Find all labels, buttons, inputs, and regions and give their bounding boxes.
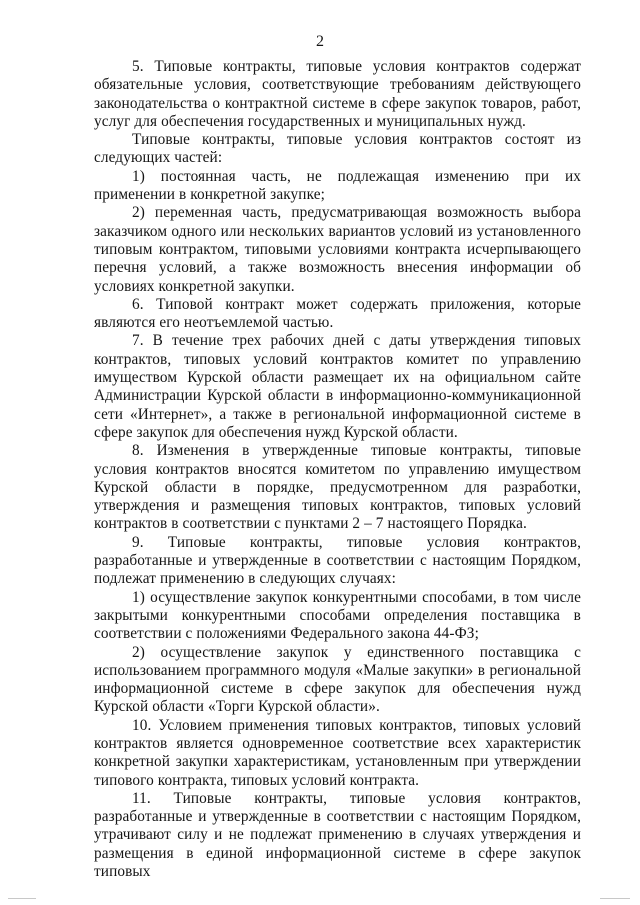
scan-edge-mark (8, 898, 36, 899)
paragraph-8: 8. Изменения в утвержденные типовые контракты, типовые условия контрактов вносятся комитетом по управлению имуществом Курской области в порядке, предусмотренном для разработки, утверждения и размещения типовых контрактов, типовых условий контрактов в соответствии с пунктами 2 – 7 настоящего Порядка. (94, 442, 581, 533)
paragraph-9-case-2: 2) осуществление закупок у единственного поставщика с использованием программного модуля «Малые закупки» в региональной информационной системе в сфере закупок для обеспечения нужд Курской области «Торги Курской области». (94, 643, 581, 716)
paragraph-variable-part: 2) переменная часть, предусматривающая возможность выбора заказчиком одного или нескольких вариантов условий из установленного типовым контрактом, типовыми условиями контракта исчерпывающего перечня условий, а также возможность внесения информации об условиях конкретной закупки. (94, 204, 581, 295)
scan-edge-mark (600, 898, 630, 899)
paragraph-6: 6. Типовой контракт может содержать приложения, которые являются его неотъемлемой частью. (94, 295, 581, 332)
paragraph-10: 10. Условием применения типовых контрактов, типовых условий контрактов является одновременное соответствие всех характеристик конкретной закупки характеристикам, установленным при утверждении типового контракта, типовых условий контракта. (94, 716, 581, 789)
paragraph-7: 7. В течение трех рабочих дней с даты утверждения типовых контрактов, типовых условий контрактов комитет по управлению имуществом Курской области размещает их на официальном сайте Администрации Курской области в информационно-коммуникационной сети «Интернет», а также в региональной информационной системе в сфере закупок для обеспечения нужд Курской области. (94, 332, 581, 441)
paragraph-11: 11. Типовые контракты, типовые условия контрактов, разработанные и утвержденные в соответствии с настоящим Порядком, утрачивают силу и не подлежат применению в случаях утверждения и размещения в единой информационной системе в сфере закупок типовых (94, 789, 581, 881)
paragraph-constant-part: 1) постоянная часть, не подлежащая изменению при их применении в конкретной закупке; (94, 167, 581, 204)
paragraph-9-case-1: 1) осуществление закупок конкурентными способами, в том числе закрытыми конкурентными способами определения поставщика в соответствии с положениями Федерального закона 44-ФЗ; (94, 588, 581, 643)
paragraph-5: 5. Типовые контракты, типовые условия контрактов содержат обязательные условия, соответствующие требованиям действующего законодательства о контрактной системе в сфере закупок товаров, работ, услуг для обеспечения государственных и муниципальных нужд. (94, 58, 581, 130)
paragraph-contract-parts: Типовые контракты, типовые условия контрактов состоят из следующих частей: (94, 131, 581, 167)
page-number: 2 (316, 33, 324, 50)
document-body (94, 58, 581, 881)
paragraph-9: 9. Типовые контракты, типовые условия контрактов, разработанные и утвержденные в соответствии с настоящим Порядком, подлежат применению в следующих случаях: (94, 533, 581, 588)
